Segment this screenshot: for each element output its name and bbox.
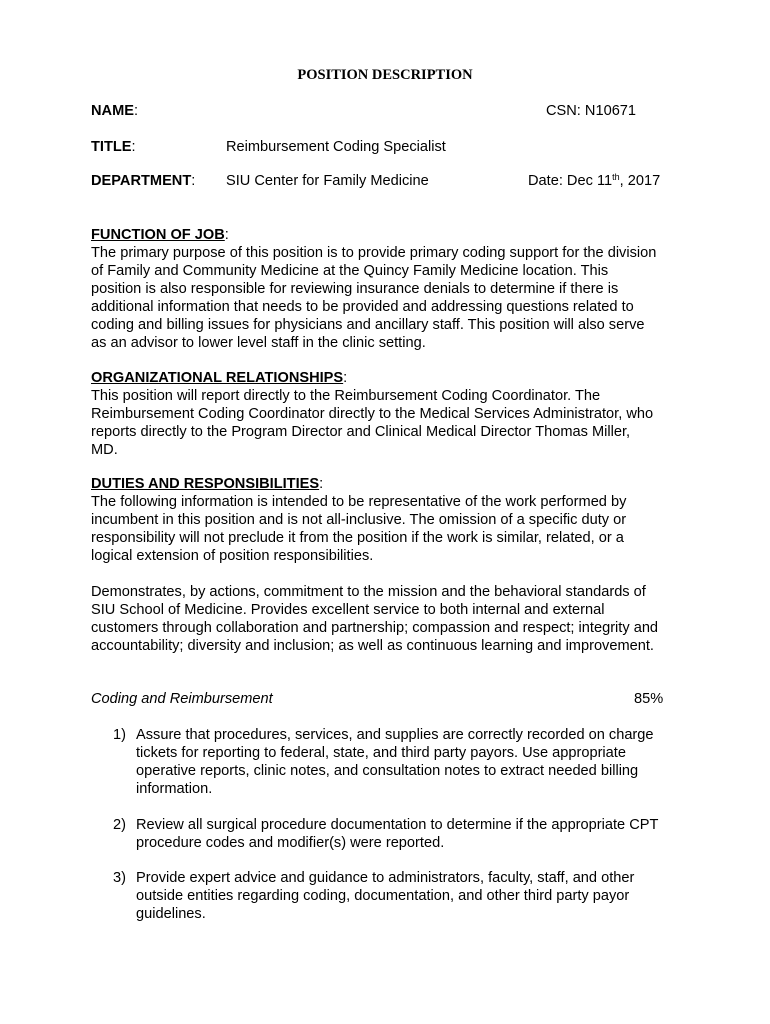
function-of-job-text	[91, 244, 691, 352]
csn-number: CSN: N10671	[546, 103, 637, 119]
text-line: incumbent in this position and is not all-inclusive. The omission of a specific duty or	[91, 512, 627, 528]
document-title: POSITION DESCRIPTION	[297, 67, 473, 83]
text-line: Provide expert advice and guidance to administrators, faculty, staff, and other	[136, 870, 635, 886]
name-label: NAME:	[91, 103, 139, 119]
duty-text	[136, 869, 634, 923]
text-line: position is also responsible for reviewing insurance denials to determine if there is	[91, 281, 619, 297]
function-of-job-section: FUNCTION OF JOB: The primary purpose of this position is to provide primary coding support for the division of Family and Community Medicine at the Quincy Family Medicine location. This position is also responsible for reviewing insurance denials to determine if there is additional information that needs to be provided and addressing questions related to coding and billing issues for physicians and ancillary staff. This position will also serve as an advisor to lower level staff in the clinic setting.	[91, 226, 691, 352]
title-label: TITLE:	[91, 139, 136, 155]
text-line: coding and billing issues for physicians and ancillary staff. This position will also serve	[91, 317, 645, 333]
text-line: of Family and Community Medicine at the Quincy Family Medicine location. This	[91, 263, 609, 279]
text-line: customers through collaboration and partnership; compassion and respect; integrity and	[91, 620, 659, 636]
organizational-relationships-heading: ORGANIZATIONAL RELATIONSHIPS	[91, 370, 344, 386]
duty-text	[136, 816, 658, 852]
text-line: responsibility will not preclude it from the position if the work is similar, related, or a	[91, 530, 624, 546]
text-line: guidelines.	[136, 906, 206, 922]
text-line: as an advisor to lower level staff in the clinic setting.	[91, 335, 426, 351]
text-line: MD.	[91, 442, 118, 458]
duty-number: 2)	[113, 817, 126, 833]
organizational-relationships-text	[91, 387, 691, 459]
text-line: logical extension of position responsibilities.	[91, 548, 374, 564]
duties-section: DUTIES AND RESPONSIBILITIES: The following information is intended to be representative of the work performed by incumbent in this position and is not all-inclusive. The omission of a specific duty or responsibility will not preclude it from the position if the work is similar, related, or a logical extension of position responsibilities.	[91, 475, 691, 565]
text-line: accountability; diversity and inclusion; as well as continuous learning and improvement.	[91, 638, 654, 654]
title-value: Reimbursement Coding Specialist	[226, 139, 446, 155]
commitment-section	[91, 583, 691, 655]
department-value: SIU Center for Family Medicine	[226, 173, 429, 189]
text-line: reports directly to the Program Director and Clinical Medical Director Thomas Miller,	[91, 424, 631, 440]
duty-number: 3)	[113, 870, 126, 886]
duties-intro-text	[91, 493, 691, 565]
organizational-relationships-section: ORGANIZATIONAL RELATIONSHIPS: This position will report directly to the Reimbursement Coding Coordinator. The Reimbursement Coding Coordinator directly to the Medical Services Administrator, who reports directly to the Program Director and Clinical Medical Director Thomas Miller, MD.	[91, 369, 691, 459]
text-line: tickets for reporting to federal, state, and third party payors. Use appropriate	[136, 745, 626, 761]
duty-number: 1)	[113, 727, 126, 743]
text-line: additional information that needs to be provided and addressing questions related to	[91, 299, 634, 315]
coding-reimbursement-heading: Coding and Reimbursement	[91, 691, 273, 707]
document-date: Date: Dec 11th, 2017	[528, 172, 661, 189]
coding-reimbursement-percent: 85%	[634, 691, 664, 707]
text-line: procedure codes and modifier(s) were reported.	[136, 835, 445, 851]
text-line: SIU School of Medicine. Provides excellent service to both internal and external	[91, 602, 605, 618]
text-line: The following information is intended to be representative of the work performed by	[91, 494, 627, 510]
text-line: Reimbursement Coding Coordinator directly to the Medical Services Administrator, who	[91, 406, 654, 422]
department-label: DEPARTMENT:	[91, 173, 196, 189]
duties-heading: DUTIES AND RESPONSIBILITIES	[91, 476, 320, 492]
text-line: Review all surgical procedure documentation to determine if the appropriate CPT	[136, 817, 659, 833]
duty-text	[136, 726, 654, 798]
text-line: Demonstrates, by actions, commitment to the mission and the behavioral standards of	[91, 584, 646, 600]
text-line: This position will report directly to the Reimbursement Coding Coordinator. The	[91, 388, 601, 404]
text-line: Assure that procedures, services, and supplies are correctly recorded on charge	[136, 727, 654, 743]
text-line: information.	[136, 781, 213, 797]
commitment-text	[91, 583, 691, 655]
text-line: outside entities regarding coding, documentation, and other third party payor	[136, 888, 630, 904]
function-of-job-heading: FUNCTION OF JOB	[91, 227, 225, 243]
text-line: The primary purpose of this position is to provide primary coding support for the division	[91, 245, 657, 261]
text-line: operative reports, clinic notes, and consultation notes to extract needed billing	[136, 763, 639, 779]
